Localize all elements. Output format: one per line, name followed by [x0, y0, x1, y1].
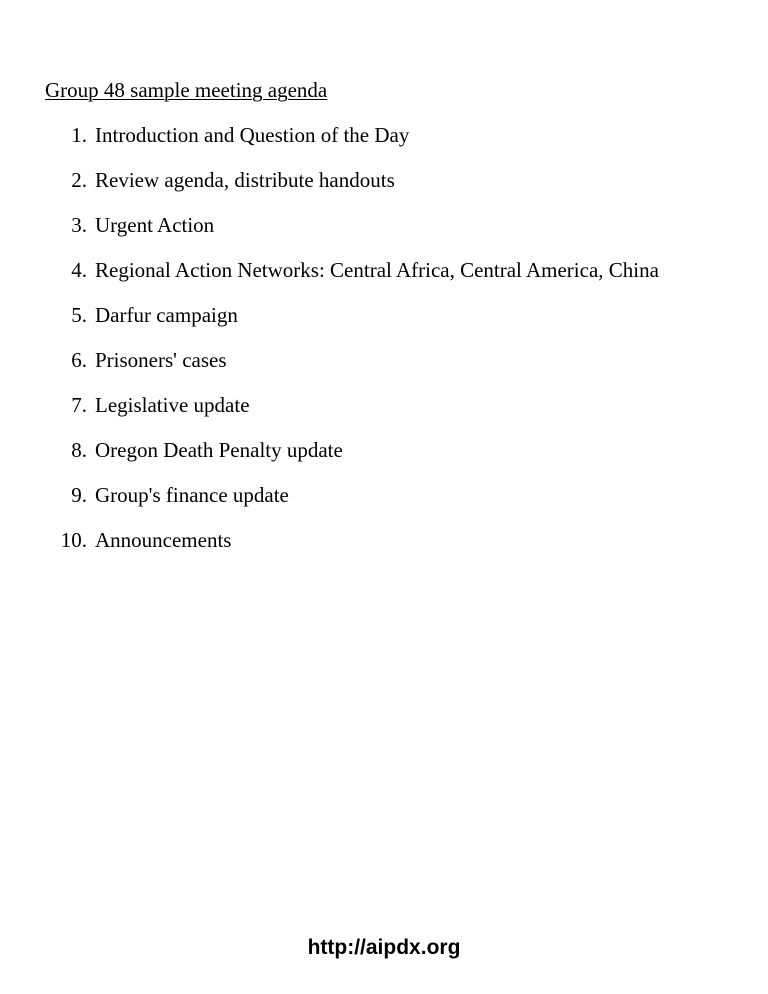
agenda-item-text: Legislative update	[95, 393, 250, 417]
agenda-item	[45, 391, 659, 436]
agenda-item	[45, 526, 659, 571]
agenda-item-number: 7.	[71, 393, 87, 417]
agenda-item-number: 10.	[60, 528, 87, 552]
agenda-list	[45, 121, 659, 571]
agenda-item-text: Review agenda, distribute handouts	[95, 168, 395, 192]
agenda-item-text: Oregon Death Penalty update	[95, 438, 343, 462]
agenda-item-number: 9.	[71, 483, 87, 507]
agenda-item-number: 6.	[71, 348, 87, 372]
agenda-item	[45, 121, 659, 166]
agenda-item-number: 3.	[71, 213, 87, 237]
footer-url: http://aipdx.org	[307, 936, 461, 959]
agenda-item	[45, 481, 659, 526]
agenda-item-number: 4.	[71, 258, 87, 282]
agenda-item-text: Prisoners' cases	[95, 348, 227, 372]
agenda-item	[45, 256, 659, 301]
agenda-item-number: 5.	[71, 303, 87, 327]
agenda-item	[45, 301, 659, 346]
agenda-item-text: Darfur campaign	[95, 303, 238, 327]
agenda-item	[45, 166, 659, 211]
agenda-item-number: 1.	[71, 123, 87, 147]
agenda-item-text: Urgent Action	[95, 213, 215, 237]
agenda-item	[45, 346, 659, 391]
agenda-item-number: 2.	[71, 168, 87, 192]
agenda-item-text: Regional Action Networks: Central Africa, Central America, China	[95, 258, 659, 282]
agenda-item	[45, 211, 659, 256]
agenda-item-text: Group's finance update	[95, 483, 289, 507]
agenda-item-text: Announcements	[95, 528, 232, 552]
agenda-item-text: Introduction and Question of the Day	[95, 123, 410, 147]
agenda-item-number: 8.	[71, 438, 87, 462]
agenda-item	[45, 436, 659, 481]
document-title: Group 48 sample meeting agenda	[45, 78, 328, 102]
